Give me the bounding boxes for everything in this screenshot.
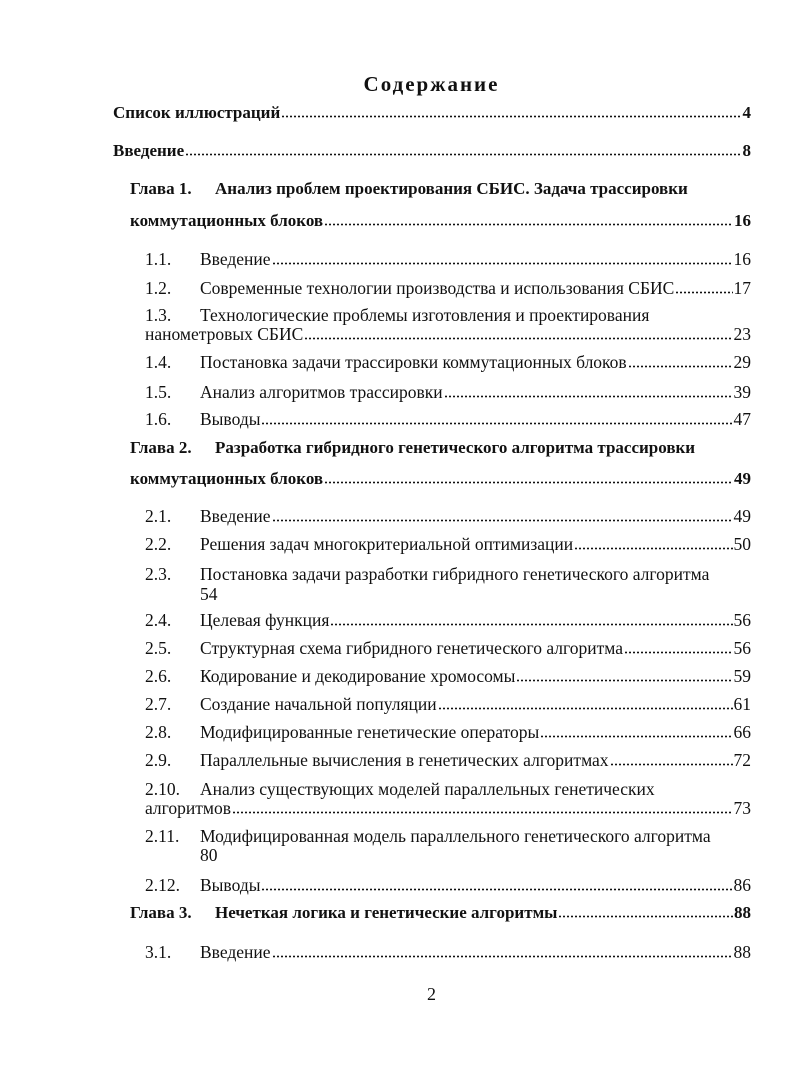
section-title-continued: алгоритмов bbox=[145, 798, 231, 818]
section-entry[interactable] bbox=[145, 248, 751, 270]
dot-leader bbox=[438, 707, 733, 710]
entry-page: 66 bbox=[733, 722, 751, 742]
section-entry[interactable] bbox=[145, 693, 751, 715]
chapter-title: Анализ проблем проектирования СБИС. Задача трассировки bbox=[215, 179, 688, 198]
chapter-title-continued: коммутационных блоков bbox=[130, 211, 324, 230]
section-number: 2.9. bbox=[145, 750, 172, 770]
section-entry[interactable] bbox=[145, 563, 709, 585]
dot-leader bbox=[324, 223, 733, 226]
section-title: Постановка задачи трассировки коммутационных блоков bbox=[200, 352, 627, 372]
section-title: Введение bbox=[200, 942, 271, 962]
entry-page: 88 bbox=[733, 942, 751, 962]
chapter-entry[interactable] bbox=[130, 437, 695, 459]
dot-leader bbox=[324, 481, 733, 484]
section-number: 1.3. bbox=[145, 305, 172, 325]
entry-title: Введение bbox=[113, 141, 185, 160]
section-title: Кодирование и декодирование хромосомы bbox=[200, 666, 516, 686]
dot-leader bbox=[232, 811, 733, 814]
section-entry[interactable] bbox=[145, 533, 751, 555]
section-entry[interactable] bbox=[145, 665, 751, 687]
section-number: 1.6. bbox=[145, 409, 172, 429]
entry-page: 16 bbox=[733, 249, 751, 269]
entry-page: 4 bbox=[742, 103, 751, 122]
section-number: 2.1. bbox=[145, 506, 172, 526]
entry-page: 61 bbox=[733, 694, 751, 714]
section-title: Структурная схема гибридного генетического алгоритма bbox=[200, 638, 623, 658]
entry-page: 56 bbox=[733, 610, 751, 630]
section-number: 1.5. bbox=[145, 382, 172, 402]
dot-leader bbox=[272, 955, 733, 958]
section-entry-page[interactable] bbox=[200, 844, 218, 866]
section-title: Создание начальной популяции bbox=[200, 694, 437, 714]
section-number: 2.3. bbox=[145, 564, 172, 584]
section-entry[interactable] bbox=[145, 351, 751, 373]
dot-leader bbox=[272, 519, 733, 522]
entry-page: 54 bbox=[200, 584, 218, 604]
entry-page: 17 bbox=[733, 278, 751, 298]
chapter-entry-continued[interactable] bbox=[130, 468, 751, 490]
section-title-continued: нанометровых СБИС bbox=[145, 324, 304, 344]
dot-leader bbox=[516, 679, 732, 682]
section-number: 2.2. bbox=[145, 534, 172, 554]
entry-page: 49 bbox=[733, 506, 751, 526]
chapter-title-continued: коммутационных блоков bbox=[130, 469, 324, 488]
dot-leader bbox=[610, 763, 733, 766]
toc-entry[interactable] bbox=[113, 140, 751, 162]
entry-page: 88 bbox=[734, 903, 751, 922]
dot-leader bbox=[281, 115, 741, 118]
entry-page: 73 bbox=[733, 798, 751, 818]
dot-leader bbox=[574, 547, 732, 550]
section-number: 2.11. bbox=[145, 826, 180, 846]
section-entry[interactable] bbox=[145, 637, 751, 659]
section-entry[interactable] bbox=[145, 941, 751, 963]
section-title: Анализ существующих моделей параллельных генетических bbox=[200, 779, 655, 799]
section-title: Модифицированные генетические операторы bbox=[200, 722, 540, 742]
section-entry[interactable] bbox=[145, 609, 751, 631]
section-number: 2.5. bbox=[145, 638, 172, 658]
entry-page: 49 bbox=[734, 469, 751, 488]
section-title: Параллельные вычисления в генетических алгоритмах bbox=[200, 750, 609, 770]
section-title: Модифицированная модель параллельного генетического алгоритма bbox=[200, 826, 711, 846]
entry-page: 72 bbox=[733, 750, 751, 770]
section-entry[interactable] bbox=[145, 277, 751, 299]
chapter-title: Нечеткая логика и генетические алгоритмы bbox=[215, 903, 558, 922]
dot-leader bbox=[272, 262, 733, 265]
dot-leader bbox=[304, 337, 732, 340]
section-number: 1.2. bbox=[145, 278, 172, 298]
entry-page: 47 bbox=[733, 409, 751, 429]
section-entry-continued[interactable] bbox=[145, 323, 751, 345]
section-number: 2.8. bbox=[145, 722, 172, 742]
dot-leader bbox=[628, 365, 733, 368]
section-title: Целевая функция bbox=[200, 610, 330, 630]
section-entry[interactable] bbox=[145, 408, 751, 430]
dot-leader bbox=[261, 888, 732, 891]
entry-page: 8 bbox=[742, 141, 751, 160]
section-entry[interactable] bbox=[145, 874, 751, 896]
section-title: Введение bbox=[200, 249, 271, 269]
section-title: Технологические проблемы изготовления и проектирования bbox=[200, 305, 650, 325]
chapter-entry[interactable] bbox=[130, 178, 688, 200]
section-title: Выводы bbox=[200, 875, 261, 895]
section-number: 2.6. bbox=[145, 666, 172, 686]
page-number: 2 bbox=[427, 984, 436, 1004]
section-entry-continued[interactable] bbox=[145, 797, 751, 819]
section-title: Постановка задачи разработки гибридного генетического алгоритма bbox=[200, 564, 710, 584]
dot-leader bbox=[444, 395, 733, 398]
section-title: Решения задач многокритериальной оптимизации bbox=[200, 534, 574, 554]
section-entry[interactable] bbox=[145, 381, 751, 403]
dot-leader bbox=[675, 291, 732, 294]
section-number: 2.4. bbox=[145, 610, 172, 630]
entry-title: Список иллюстраций bbox=[113, 103, 281, 122]
chapter-title: Разработка гибридного генетического алгоритма трассировки bbox=[215, 438, 696, 457]
section-number: 2.7. bbox=[145, 694, 172, 714]
section-number: 2.10. bbox=[145, 779, 180, 799]
dot-leader bbox=[624, 651, 733, 654]
entry-page: 50 bbox=[733, 534, 751, 554]
dot-leader bbox=[558, 915, 733, 918]
chapter-number: Глава 1. bbox=[130, 179, 192, 198]
entry-page: 16 bbox=[734, 211, 751, 230]
chapter-number: Глава 3. bbox=[130, 903, 192, 922]
entry-page: 29 bbox=[733, 352, 751, 372]
entry-page: 39 bbox=[733, 382, 751, 402]
chapter-entry[interactable] bbox=[130, 902, 751, 924]
section-title: Современные технологии производства и использования СБИС bbox=[200, 278, 675, 298]
section-number: 2.12. bbox=[145, 875, 180, 895]
section-number: 1.4. bbox=[145, 352, 172, 372]
chapter-number: Глава 2. bbox=[130, 438, 192, 457]
dot-leader bbox=[540, 735, 732, 738]
section-number: 1.1. bbox=[145, 249, 172, 269]
dot-leader bbox=[261, 422, 732, 425]
section-entry[interactable] bbox=[145, 505, 751, 527]
section-entry[interactable] bbox=[145, 721, 751, 743]
section-title: Введение bbox=[200, 506, 271, 526]
entry-page: 56 bbox=[733, 638, 751, 658]
section-entry[interactable] bbox=[145, 749, 751, 771]
entry-page: 86 bbox=[733, 875, 751, 895]
section-title: Анализ алгоритмов трассировки bbox=[200, 382, 443, 402]
toc-entry[interactable] bbox=[113, 102, 751, 124]
entry-page: 59 bbox=[733, 666, 751, 686]
chapter-entry-continued[interactable] bbox=[130, 210, 751, 232]
page-title: Содержание bbox=[363, 72, 500, 96]
section-entry[interactable] bbox=[145, 825, 711, 847]
entry-page: 80 bbox=[200, 845, 218, 865]
section-title: Выводы bbox=[200, 409, 261, 429]
section-entry-page[interactable] bbox=[200, 583, 218, 605]
entry-page: 23 bbox=[733, 324, 751, 344]
dot-leader bbox=[330, 623, 732, 626]
section-number: 3.1. bbox=[145, 942, 172, 962]
dot-leader bbox=[185, 153, 741, 156]
